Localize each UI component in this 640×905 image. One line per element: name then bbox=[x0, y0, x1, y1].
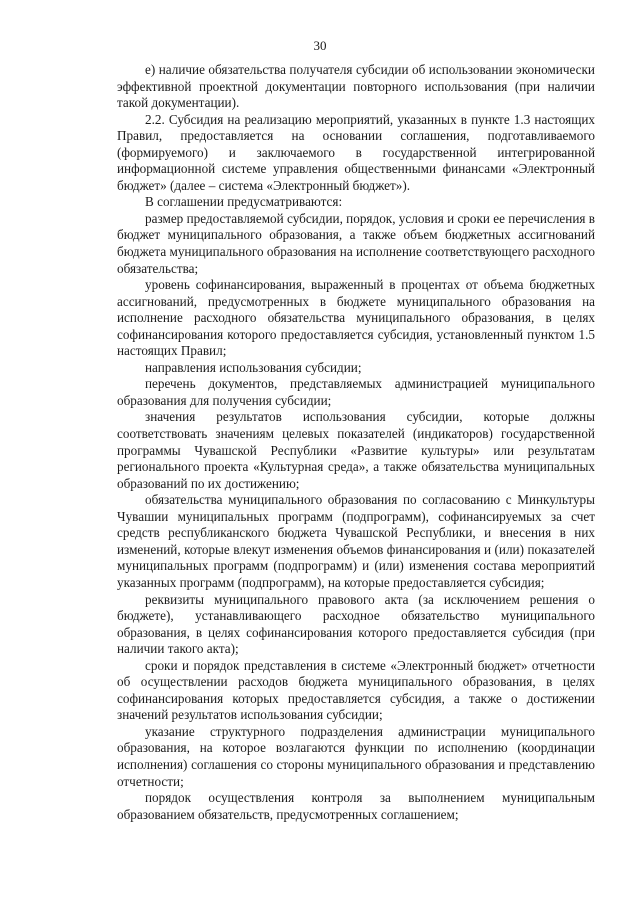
page-number: 30 bbox=[313, 38, 327, 53]
paragraph-documents-list: перечень документов, представляемых администрацией муниципального образования для получения субсидии; bbox=[117, 376, 595, 408]
paragraph-cofinancing-level: уровень софинансирования, выраженный в процентах от объема бюджетных ассигнований, предусмотренных в бюджете муниципального образования на исполнение расходного обязательства муниципального образования, в целях софинансирования которого предоставляется субсидия, установленный пунктом 1.5 настоящих Правил; bbox=[117, 277, 595, 359]
paragraph-responsible-unit: указание структурного подразделения администрации муниципального образования, на которое возлагаются функции по исполнению (координации исполнения) соглашения со стороны муниципального образования и представлению отчетности; bbox=[117, 723, 595, 789]
paragraph-subsidy-size: размер предоставляемой субсидии, порядок, условия и сроки ее перечисления в бюджет муниципального образования, а также объем бюджетных ассигнований бюджета муниципального образования на исполнение соответствующего расходного обязательства; bbox=[117, 210, 595, 276]
paragraph-control-procedure: порядок осуществления контроля за выполнением муниципальным образованием обязательств, предусмотренных соглашением; bbox=[117, 790, 595, 822]
paragraph-legal-act-details: реквизиты муниципального правового акта (за исключением решения о бюджете), устанавливающего расходное обязательство муниципального образования, в целях софинансирования которого предоставляется субсидия (при наличии такого акта); bbox=[117, 591, 595, 657]
paragraph-reporting-terms: сроки и порядок представления в системе «Электронный бюджет» отчетности об осуществлении расходов бюджета муниципального образования, в целях софинансирования которых предоставляется субсидия, а также о достижении значений результатов использования субсидии; bbox=[117, 657, 595, 723]
paragraph-agreement-provides: В соглашении предусматриваются: bbox=[145, 194, 343, 210]
paragraph-result-values: значения результатов использования субсидии, которые должны соответствовать значениям целевых показателей (индикаторов) государственной программы Чувашской Республики «Развитие культуры» или результатам регионального проекта «Культурная среда», а также обязательства муниципальных образований по их достижению; bbox=[117, 409, 595, 491]
document-body bbox=[117, 62, 595, 823]
paragraph-usage-directions: направления использования субсидии; bbox=[145, 359, 362, 375]
paragraph-program-obligations: обязательства муниципального образования по согласованию с Минкультуры Чувашии муниципальных программ (подпрограмм), софинансируемых за счет средств республиканского бюджета Чувашской Республики, и внесения в них изменений, которые влекут изменения объемов финансирования и (или) показателей муниципальных программ (подпрограмм) и (или) изменения состава мероприятий указанных программ (подпрограмм), на которые предоставляется субсидия; bbox=[117, 492, 595, 590]
paragraph-2-2-agreement: 2.2. Субсидия на реализацию мероприятий, указанных в пункте 1.3 настоящих Правил, предоставляется на основании соглашения, подготавливаемого (формируемого) и заключаемого в государственной интегрированной информационной системе управления общественными финансами «Электронный бюджет» (далее – система «Электронный бюджет»). bbox=[117, 111, 595, 193]
paragraph-e-effective-docs: е) наличие обязательства получателя субсидии об использовании экономически эффективной проектной документации повторного использования (при наличии такой документации). bbox=[117, 62, 595, 111]
